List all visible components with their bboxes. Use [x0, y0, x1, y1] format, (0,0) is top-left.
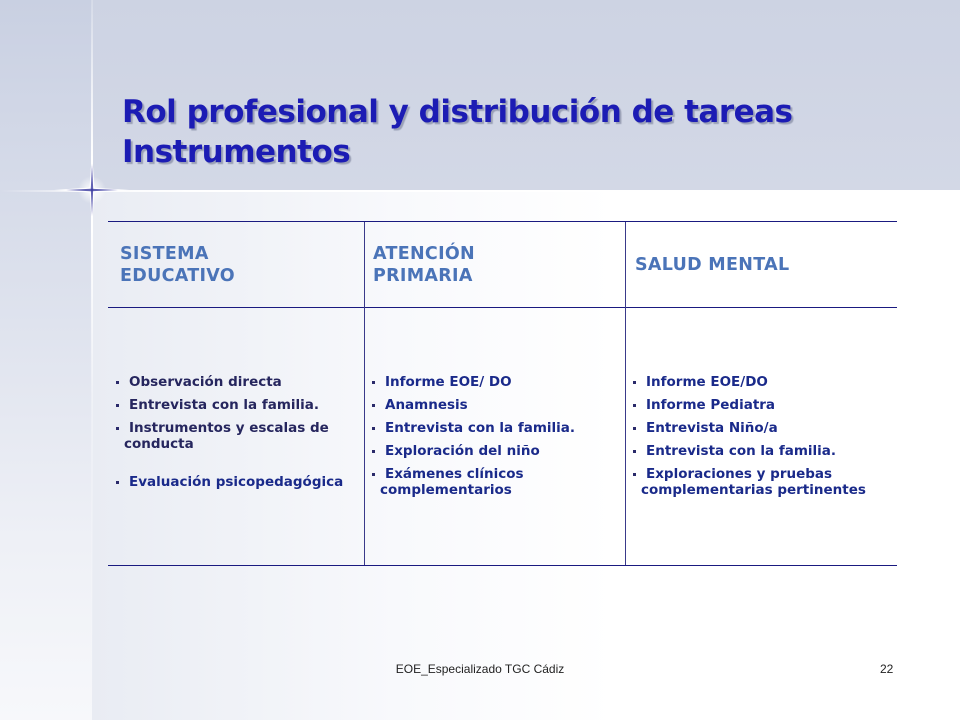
bullet-icon [372, 381, 375, 384]
list-item: Anamnesis [372, 397, 617, 413]
bullet-icon [116, 427, 119, 430]
list-item: Exploraciones y pruebas complementarias pertinentes [633, 466, 891, 498]
header-atencion-primaria [373, 222, 618, 307]
list-item: Evaluación psicopedagógica [116, 474, 356, 490]
list-item: Observación directa [116, 374, 356, 390]
instruments-table [108, 221, 897, 566]
bullet-icon [633, 427, 636, 430]
background-left-panel [0, 0, 92, 720]
header-line: PRIMARIA [373, 265, 473, 286]
list-item: Entrevista Niño/a [633, 420, 891, 436]
header-line: SISTEMA [120, 243, 209, 264]
list-item: Informe EOE/DO [633, 374, 891, 390]
bullet-icon [116, 381, 119, 384]
list-item: Exámenes clínicos complementarios [372, 466, 617, 498]
bullet-icon [633, 450, 636, 453]
page-title [122, 92, 922, 172]
title-line-1: Rol profesional y distribución de tareas [122, 94, 793, 130]
bullet-icon [372, 450, 375, 453]
bullet-icon [633, 381, 636, 384]
bullet-icon [116, 481, 119, 484]
header-line: ATENCIÓN [373, 243, 475, 264]
list-item: Entrevista con la familia. [372, 420, 617, 436]
header-line: SALUD MENTAL [635, 254, 790, 275]
list-atencion-primaria [372, 374, 617, 505]
list-item: Entrevista con la familia. [116, 397, 356, 413]
bullet-icon [633, 404, 636, 407]
list-item: Instrumentos y escalas de conducta [116, 420, 356, 452]
sparkle-star-icon [52, 150, 132, 230]
list-salud-mental [633, 374, 891, 505]
header-sistema-educativo [120, 222, 360, 307]
header-salud-mental [635, 222, 890, 307]
page-number: 22 [880, 662, 894, 676]
title-line-2: Instrumentos [122, 134, 351, 170]
list-item: Informe EOE/ DO [372, 374, 617, 390]
footer-text: EOE_Especializado TGC Cádiz [395, 662, 565, 676]
bullet-icon [116, 404, 119, 407]
bullet-icon [633, 473, 636, 476]
header-line: EDUCATIVO [120, 265, 235, 286]
decorative-vertical-line [91, 0, 93, 720]
decorative-horizontal-line [0, 190, 960, 192]
list-item: Entrevista con la familia. [633, 443, 891, 459]
list-sistema-educativo [116, 374, 356, 497]
list-item: Informe Pediatra [633, 397, 891, 413]
column-divider [625, 222, 626, 565]
bullet-icon [372, 404, 375, 407]
bullet-icon [372, 427, 375, 430]
list-item: Exploración del niño [372, 443, 617, 459]
bullet-icon [372, 473, 375, 476]
column-divider [364, 222, 365, 565]
